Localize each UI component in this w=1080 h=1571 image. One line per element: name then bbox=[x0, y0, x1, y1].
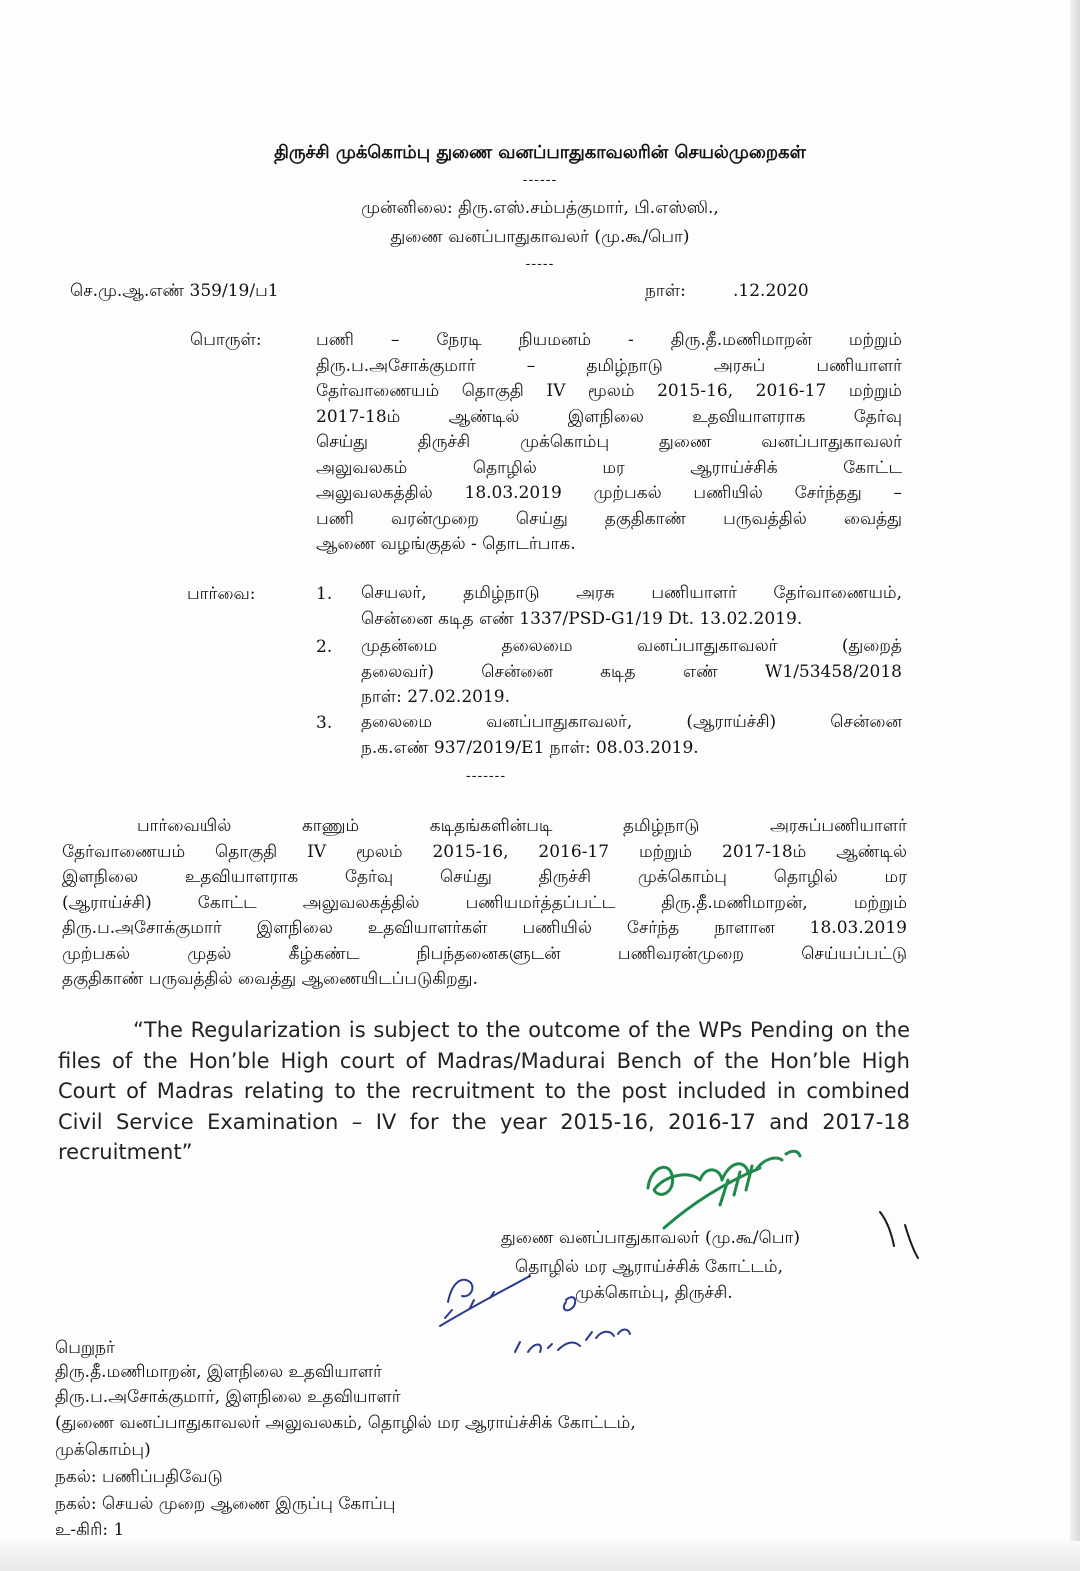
date-value: .12.2020 bbox=[733, 281, 809, 301]
english-line: “The Regularization is subject to the outcome of the WPs Pending on the bbox=[133, 1018, 910, 1042]
subject-line: திரு.ப.அசோக்குமார் – தமிழ்நாடு அரசுப் பணியாளர் bbox=[316, 355, 902, 376]
copy-line: நகல்: பணிப்பதிவேடு bbox=[55, 1467, 223, 1487]
reference-item-2 bbox=[361, 634, 902, 711]
page-edge bbox=[1070, 0, 1080, 1571]
body-line: (ஆராய்ச்சி) கோட்ட அலுவலகத்தில் பணியமர்த்தப்பட்ட திரு.தீ.மணிமாறன், மற்றும் bbox=[62, 892, 907, 913]
english-line: Civil Service Examination – IV for the year 2015-16, 2016-17 and 2017-18 bbox=[58, 1109, 910, 1134]
signatory-designation: துணை வனப்பாதுகாவலர் (மு.கூ/பொ) bbox=[501, 1228, 801, 1248]
presence-line: முன்னிலை: திரு.எஸ்.சம்பத்குமார், பி.எஸ்ஸி., bbox=[361, 198, 719, 218]
enclosure-line: உ-கிரி: 1 bbox=[55, 1520, 125, 1540]
reference-number-3: 3. bbox=[316, 713, 333, 733]
body-line: தகுதிகாண் பருவத்தில் வைத்து ஆணையிடப்படுகிறது. bbox=[62, 969, 478, 989]
reference-item-1 bbox=[361, 581, 902, 632]
subject-line: அலுவலகத்தில் 18.03.2019 முற்பகல் பணியில் சேர்ந்தது – bbox=[316, 483, 902, 503]
recipient-line: திரு.தீ.மணிமாறன், இளநிலை உதவியாளர் bbox=[55, 1362, 383, 1382]
document-title: திருச்சி முக்கொம்பு துணை வனப்பாதுகாவலரின் செயல்முறைகள் bbox=[274, 142, 806, 163]
subject-line: ஆணை வழங்குதல் - தொடர்பாக. bbox=[316, 534, 576, 554]
designation-line: துணை வனப்பாதுகாவலர் (மு.கூ/பொ) bbox=[390, 227, 690, 247]
recipient-line: முக்கொம்பு) bbox=[55, 1440, 151, 1460]
english-line: files of the Hon’ble High court of Madras/Madurai Bench of the Hon’ble High bbox=[58, 1048, 910, 1073]
subject-label: பொருள்: bbox=[190, 330, 262, 350]
english-line: recruitment” bbox=[58, 1140, 193, 1164]
reference-line: முதன்மை தலைமை வனப்பாதுகாவலர் (துறைத் bbox=[361, 636, 902, 656]
reference-item-3 bbox=[361, 710, 902, 761]
english-line: Court of Madras relating to the recruitment to the post included in combined bbox=[58, 1079, 910, 1103]
reference-line: செயலர், தமிழ்நாடு அரசு பணியாளர் தேர்வாணையம், bbox=[361, 583, 902, 603]
body-line: இளநிலை உதவியாளராக தேர்வு செய்து திருச்சி முக்கொம்பு தொழில் மர bbox=[62, 867, 907, 887]
subject-line: பணி வரன்முறை செய்து தகுதிகாண் பருவத்தில் வைத்து bbox=[316, 508, 902, 529]
page-bottom-edge bbox=[0, 1541, 1080, 1571]
reference-number-1: 1. bbox=[316, 584, 333, 604]
separator: ------ bbox=[522, 172, 558, 188]
reference-line: தலைவர்) சென்னை கடித எண் W1/53458/2018 bbox=[361, 661, 902, 682]
body-line: தேர்வாணையம் தொகுதி IV மூலம் 2015-16, 2016-17 மற்றும் 2017-18ம் ஆண்டில் bbox=[62, 841, 907, 862]
signatory-location: முக்கொம்பு, திருச்சி. bbox=[575, 1283, 733, 1303]
subject-line: தேர்வாணையம் தொகுதி IV மூலம் 2015-16, 2016-17 மற்றும் bbox=[316, 381, 902, 401]
references-label: பார்வை: bbox=[187, 584, 256, 604]
separator: ----- bbox=[525, 256, 555, 272]
copy-line: நகல்: செயல் முறை ஆணை இருப்பு கோப்பு bbox=[55, 1494, 396, 1514]
subject-line: செய்து திருச்சி முக்கொம்பு துணை வனப்பாதுகாவலர் bbox=[316, 432, 902, 452]
subject-line: அலுவலகம் தொழில் மர ஆராய்ச்சிக் கோட்ட bbox=[316, 457, 902, 478]
recipient-line: (துணை வனப்பாதுகாவலர் அலுவலகம், தொழில் மர ஆராய்ச்சிக் கோட்டம், bbox=[55, 1413, 636, 1433]
recipient-line: திரு.ப.அசோக்குமார், இளநிலை உதவியாளர் bbox=[55, 1387, 401, 1407]
reference-line: ந.க.எண் 937/2019/E1 நாள்: 08.03.2019. bbox=[361, 737, 699, 758]
body-line: முற்பகல் முதல் கீழ்கண்ட நிபந்தனைகளுடன் பணிவரன்முறை செய்யப்பட்டு bbox=[62, 943, 907, 964]
separator: ------- bbox=[466, 768, 507, 784]
english-condition-paragraph bbox=[58, 1015, 910, 1168]
subject-line: பணி – நேரடி நியமனம் - திரு.தீ.மணிமாறன் மற்றும் bbox=[316, 330, 902, 350]
reference-line: நாள்: 27.02.2019. bbox=[361, 687, 510, 707]
subject-line: 2017-18ம் ஆண்டில் இளநிலை உதவியாளராக தேர்வு bbox=[316, 406, 902, 427]
reference-number: செ.மு.ஆ.எண் 359/19/ப1 bbox=[70, 281, 279, 301]
reference-line: சென்னை கடித எண் 1337/PSD-G1/19 Dt. 13.02.2019. bbox=[361, 608, 803, 629]
body-line: பார்வையில் காணும் கடிதங்களின்படி தமிழ்நாடு அரசுப்பணியாளர் bbox=[137, 816, 907, 836]
subject-text bbox=[316, 328, 902, 558]
body-line: திரு.ப.அசோக்குமார் இளநிலை உதவியாளர்கள் பணியில் சேர்ந்த நாளான 18.03.2019 bbox=[62, 918, 907, 938]
reference-line: தலைமை வனப்பாதுகாவலர், (ஆராய்ச்சி) சென்னை bbox=[361, 712, 902, 732]
reference-number-2: 2. bbox=[316, 637, 333, 657]
signatory-office: தொழில் மர ஆராய்ச்சிக் கோட்டம், bbox=[515, 1257, 784, 1277]
recipients-label: பெறுநர் bbox=[55, 1338, 115, 1358]
body-paragraph bbox=[62, 814, 907, 993]
date-label: நாள்: bbox=[645, 281, 686, 301]
